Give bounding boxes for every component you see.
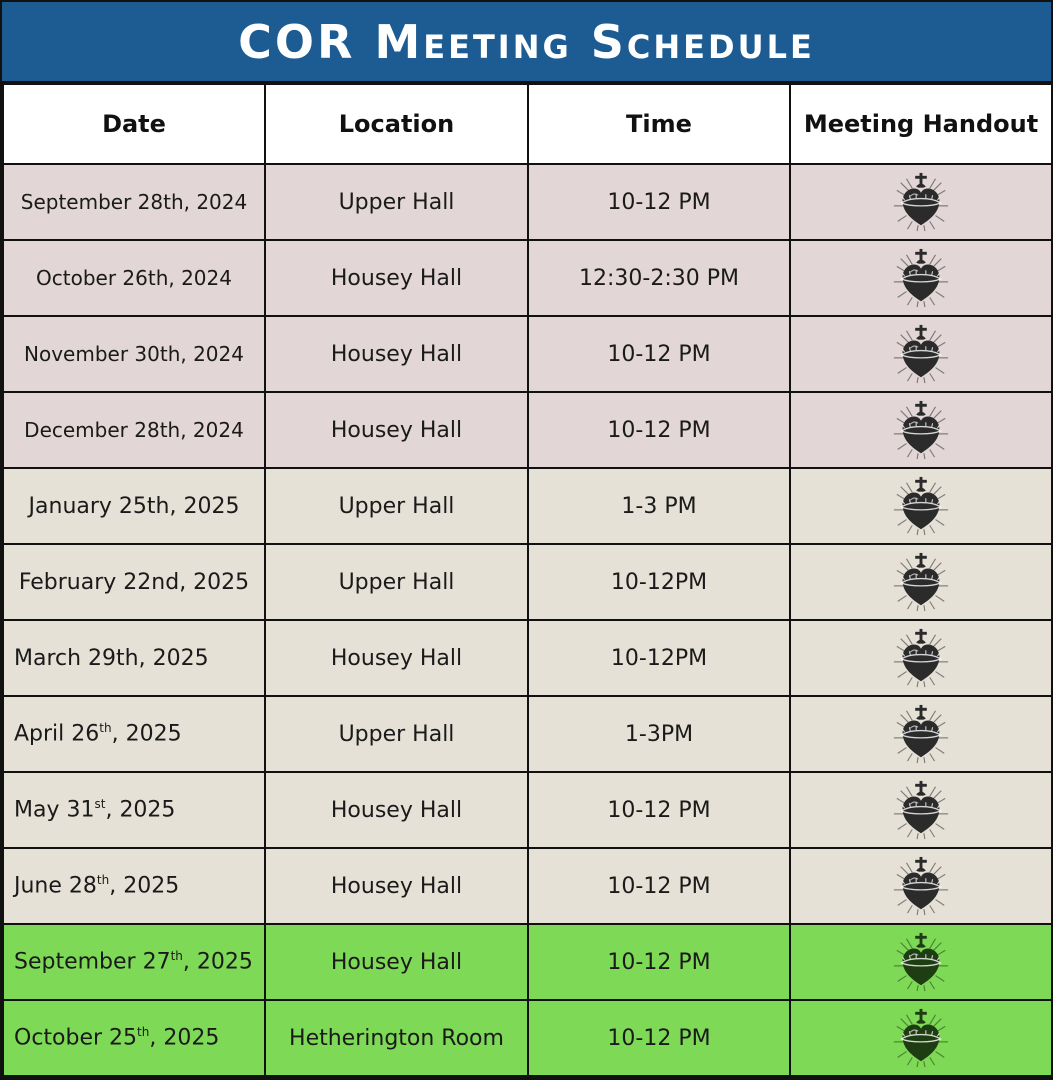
- sacred-heart-icon[interactable]: [890, 1007, 952, 1069]
- time-cell: 10-12 PM: [528, 924, 790, 1000]
- schedule-table: [2, 83, 1053, 1077]
- table-row: [3, 316, 1052, 392]
- handout-cell[interactable]: [790, 392, 1052, 468]
- sacred-heart-icon[interactable]: [890, 171, 952, 233]
- handout-cell[interactable]: [790, 544, 1052, 620]
- sacred-heart-icon[interactable]: [890, 627, 952, 689]
- sacred-heart-icon[interactable]: [890, 855, 952, 917]
- date-cell: December 28th, 2024: [3, 392, 265, 468]
- sacred-heart-icon[interactable]: [890, 475, 952, 537]
- table-row: [3, 696, 1052, 772]
- time-cell: 10-12 PM: [528, 772, 790, 848]
- header-location: Location: [265, 84, 528, 164]
- handout-cell[interactable]: [790, 316, 1052, 392]
- date-day: October 25: [14, 1025, 138, 1051]
- handout-cell[interactable]: [790, 240, 1052, 316]
- date-cell: October 26th, 2024: [3, 240, 265, 316]
- location-cell: Upper Hall: [265, 696, 528, 772]
- handout-cell[interactable]: [790, 924, 1052, 1000]
- date-day: September 27: [14, 949, 171, 975]
- date-year: , 2025: [182, 949, 253, 975]
- location-cell: Housey Hall: [265, 316, 528, 392]
- date-cell: March 29th, 2025: [3, 620, 265, 696]
- header-row: [3, 84, 1052, 164]
- date-ordinal: th: [96, 873, 110, 888]
- date-cell: [3, 924, 265, 1000]
- location-cell: Housey Hall: [265, 240, 528, 316]
- date-ordinal: th: [137, 1025, 150, 1040]
- date-year: , 2025: [111, 721, 182, 747]
- sacred-heart-icon[interactable]: [890, 779, 952, 841]
- date-day: June 28: [14, 873, 97, 899]
- table-row: [3, 468, 1052, 544]
- date-cell: November 30th, 2024: [3, 316, 265, 392]
- sacred-heart-icon[interactable]: [890, 931, 952, 993]
- header-handout: Meeting Handout: [790, 84, 1052, 164]
- date-day: April 26: [14, 721, 100, 747]
- date-year: , 2025: [109, 873, 180, 899]
- handout-cell[interactable]: [790, 620, 1052, 696]
- handout-cell[interactable]: [790, 696, 1052, 772]
- time-cell: 10-12 PM: [528, 316, 790, 392]
- table-row: [3, 772, 1052, 848]
- date-day: May 31: [14, 797, 95, 823]
- time-cell: 10-12PM: [528, 620, 790, 696]
- date-year: , 2025: [149, 1025, 220, 1051]
- time-cell: 1-3PM: [528, 696, 790, 772]
- location-cell: Hetherington Room: [265, 1000, 528, 1076]
- header-time: Time: [528, 84, 790, 164]
- date-year: , 2025: [105, 797, 176, 823]
- handout-cell[interactable]: [790, 772, 1052, 848]
- location-cell: Upper Hall: [265, 468, 528, 544]
- location-cell: Upper Hall: [265, 544, 528, 620]
- date-ordinal: st: [94, 797, 106, 812]
- time-cell: 10-12PM: [528, 544, 790, 620]
- date-cell: [3, 696, 265, 772]
- date-cell: [3, 848, 265, 924]
- sacred-heart-icon[interactable]: [890, 703, 952, 765]
- time-cell: 12:30-2:30 PM: [528, 240, 790, 316]
- table-row: [3, 620, 1052, 696]
- location-cell: Housey Hall: [265, 392, 528, 468]
- location-cell: Upper Hall: [265, 164, 528, 240]
- date-cell: [3, 772, 265, 848]
- time-cell: 10-12 PM: [528, 392, 790, 468]
- handout-cell[interactable]: [790, 164, 1052, 240]
- sacred-heart-icon[interactable]: [890, 399, 952, 461]
- handout-cell[interactable]: [790, 848, 1052, 924]
- header-date: Date: [3, 84, 265, 164]
- time-cell: 10-12 PM: [528, 164, 790, 240]
- sacred-heart-icon[interactable]: [890, 323, 952, 385]
- time-cell: 10-12 PM: [528, 1000, 790, 1076]
- date-ordinal: th: [99, 721, 112, 736]
- table-row: [3, 544, 1052, 620]
- location-cell: Housey Hall: [265, 924, 528, 1000]
- time-cell: 10-12 PM: [528, 848, 790, 924]
- date-cell: February 22nd, 2025: [3, 544, 265, 620]
- table-row: [3, 164, 1052, 240]
- location-cell: Housey Hall: [265, 772, 528, 848]
- table-row: [3, 392, 1052, 468]
- date-cell: September 28th, 2024: [3, 164, 265, 240]
- table-row: [3, 240, 1052, 316]
- table-row: [3, 1000, 1052, 1076]
- table-row: [3, 924, 1052, 1000]
- location-cell: Housey Hall: [265, 848, 528, 924]
- time-cell: 1-3 PM: [528, 468, 790, 544]
- date-cell: [3, 1000, 265, 1076]
- sacred-heart-icon[interactable]: [890, 247, 952, 309]
- date-ordinal: th: [170, 949, 183, 964]
- sacred-heart-icon[interactable]: [890, 551, 952, 613]
- handout-cell[interactable]: [790, 468, 1052, 544]
- date-cell: January 25th, 2025: [3, 468, 265, 544]
- table-row: [3, 848, 1052, 924]
- location-cell: Housey Hall: [265, 620, 528, 696]
- page-title: COR Meeting Schedule: [2, 2, 1051, 83]
- handout-cell[interactable]: [790, 1000, 1052, 1076]
